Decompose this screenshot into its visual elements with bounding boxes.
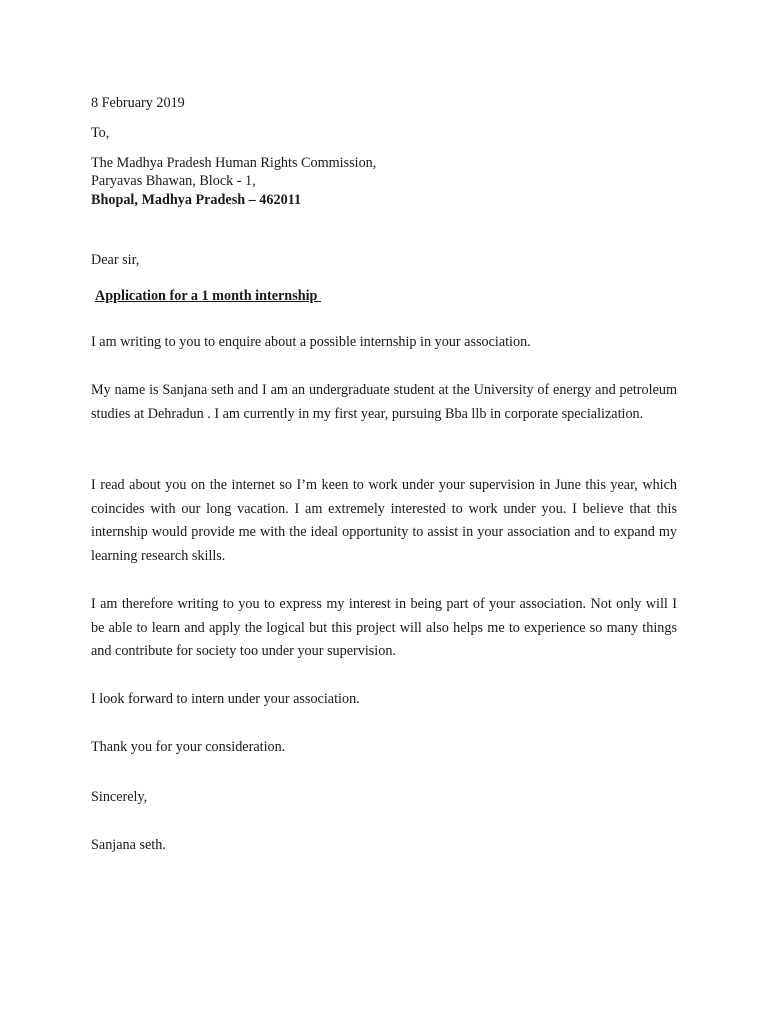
paragraph-interest: I read about you on the internet so I’m keen to work under your supervision in June this year, which coincides with our long vacation. I am extremely interested to work under you. I believe that this internship would provide me with the ideal opportunity to assist in your association and to expand my learning research skills. [91,477,677,564]
recipient-line-2: Paryavas Bhawan, Block - 1, [91,173,256,189]
recipient-line-3: Bhopal, Madhya Pradesh – 462011 [91,192,302,208]
recipient-line-1: The Madhya Pradesh Human Rights Commission, [91,155,377,171]
paragraph-thanks: Thank you for your consideration. [91,739,286,755]
paragraph-intro: I am writing to you to enquire about a possible internship in your association. [91,334,531,350]
paragraph-about-me: My name is Sanjana seth and I am an undergraduate student at the University of energy and petroleum studies at Dehradun . I am currently in my first year, pursuing Bba llb in corporate specialization. [91,382,677,422]
subject-line: Application for a 1 month internship [95,288,321,304]
salutation-to: To, [91,125,110,141]
greeting: Dear sir, [91,252,140,268]
paragraph-look-forward: I look forward to intern under your association. [91,691,360,707]
paragraph-express: I am therefore writing to you to express my interest in being part of your association. Not only will I be able to learn and apply the logical but this project will also helps me to experience so many things and contribute for society too under your supervision. [91,596,677,659]
letter-date: 8 February 2019 [91,95,185,111]
closing: Sincerely, [91,789,148,805]
signature: Sanjana seth. [91,837,166,853]
